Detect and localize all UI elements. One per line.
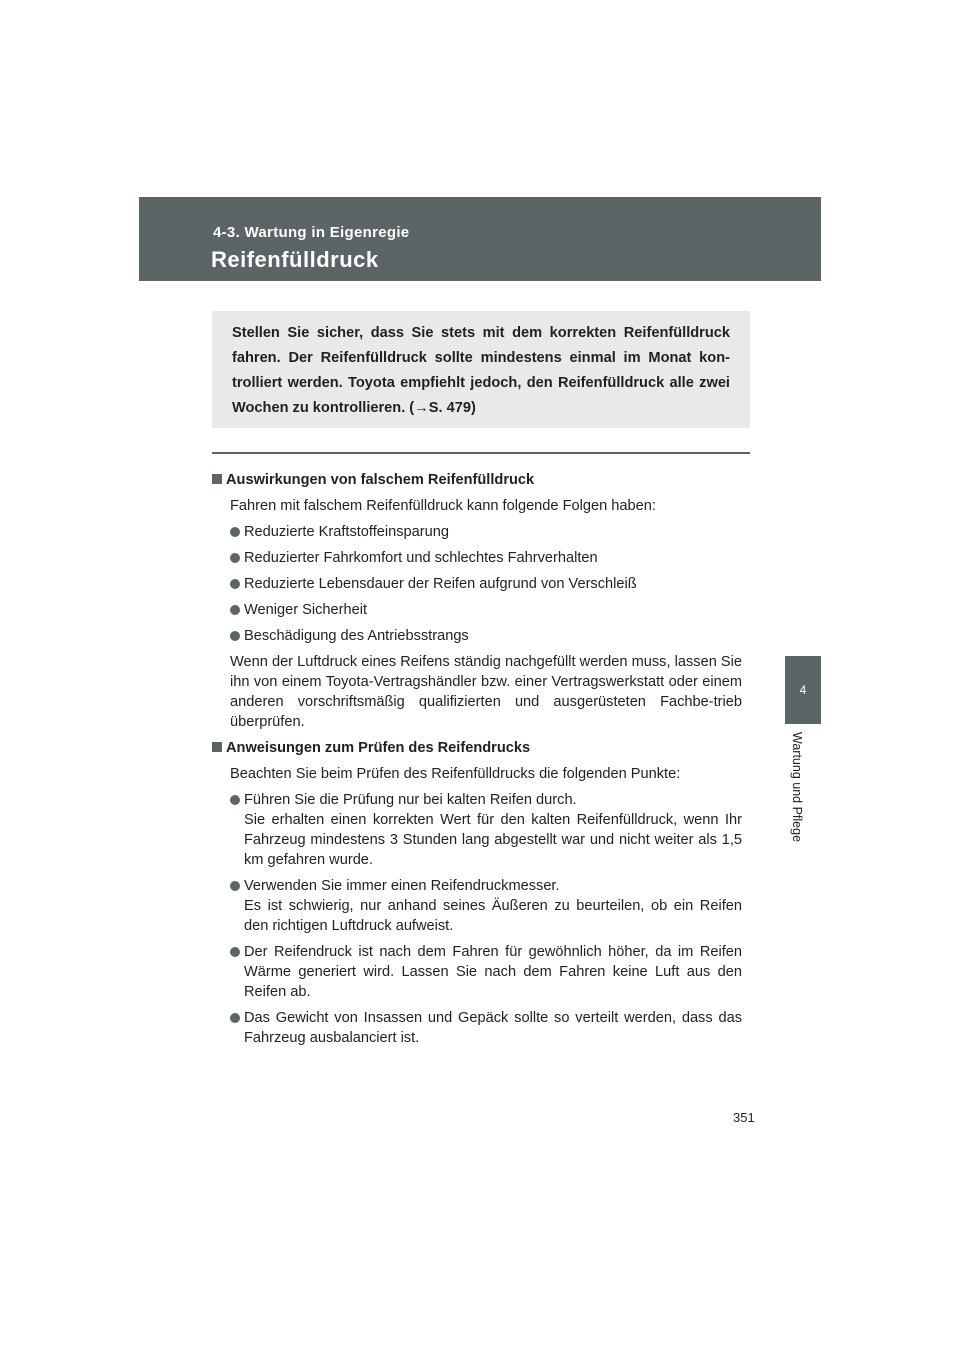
round-bullet-icon [230,1013,240,1023]
page-number: 351 [733,1110,755,1125]
section-closing: Wenn der Luftdruck eines Reifens ständig nachgefüllt werden muss, lassen Sie ihn von einem Toyota-Vertragshändler bzw. einer Vertragswerkstatt oder einem anderen vorschriftsmäßig qualifizierten und ausgerüsteten Fachbe-trieb überprüfen. [230,654,742,730]
section-heading: Auswirkungen von falschem Reifenfülldruck [212,470,742,490]
round-bullet-icon [230,881,240,891]
section-lead: Beachten Sie beim Prüfen des Reifenfülldrucks die folgenden Punkte: [230,766,681,782]
section-label: 4-3. Wartung in Eigenregie [213,224,410,241]
square-bullet-icon [212,742,222,752]
chapter-label: Wartung und Pflege [790,732,804,843]
chapter-tab: 4 [785,656,821,724]
list-item: Führen Sie die Prüfung nur bei kalten Reifen durch. Sie erhalten einen korrekten Wert für den kalten Reifenfülldruck, wenn Ihr Fahrzeug mindestens 3 Stunden lang abgestellt war und nicht weiter als 1,5 km gefahren wurde. [212,790,742,870]
round-bullet-icon [230,553,240,563]
page-title: Reifenfülldruck [211,247,379,272]
round-bullet-icon [230,579,240,589]
round-bullet-icon [230,947,240,957]
list-item: Reduzierter Fahrkomfort und schlechtes Fahrverhalten [212,548,742,568]
content [212,468,742,1048]
list-item: Das Gewicht von Insassen und Gepäck sollte so verteilt werden, dass das Fahrzeug ausbalanciert ist. [212,1008,742,1048]
square-bullet-icon [212,474,222,484]
intro-box: Stellen Sie sicher, dass Sie stets mit dem korrekten Reifenfülldruck fahren. Der Reifenfülldruck sollte mindestens einmal im Monat kon-trolliert werden. Toyota empfiehlt jedoch, den Reifenfülldruck alle zwei Wochen zu kontrollieren. (→S. 479) [212,311,750,428]
divider [212,452,750,454]
list-item: Reduzierte Lebensdauer der Reifen aufgrund von Verschleiß [212,574,742,594]
round-bullet-icon [230,527,240,537]
round-bullet-icon [230,795,240,805]
round-bullet-icon [230,605,240,615]
list-item: Der Reifendruck ist nach dem Fahren für gewöhnlich höher, da im Reifen Wärme generiert wird. Lassen Sie nach dem Fahren keine Luft aus den Reifen ab. [212,942,742,1002]
section-lead: Fahren mit falschem Reifenfülldruck kann folgende Folgen haben: [230,498,656,514]
header-band [139,197,821,281]
section-heading: Anweisungen zum Prüfen des Reifendrucks [212,738,742,758]
list-item: Reduzierte Kraftstoffeinsparung [212,522,742,542]
round-bullet-icon [230,631,240,641]
list-item: Weniger Sicherheit [212,600,742,620]
list-item: Verwenden Sie immer einen Reifendruckmesser. Es ist schwierig, nur anhand seines Äußeren zu beurteilen, ob ein Reifen den richtigen Luftdruck aufweist. [212,876,742,936]
list-item: Beschädigung des Antriebsstrangs [212,626,742,646]
